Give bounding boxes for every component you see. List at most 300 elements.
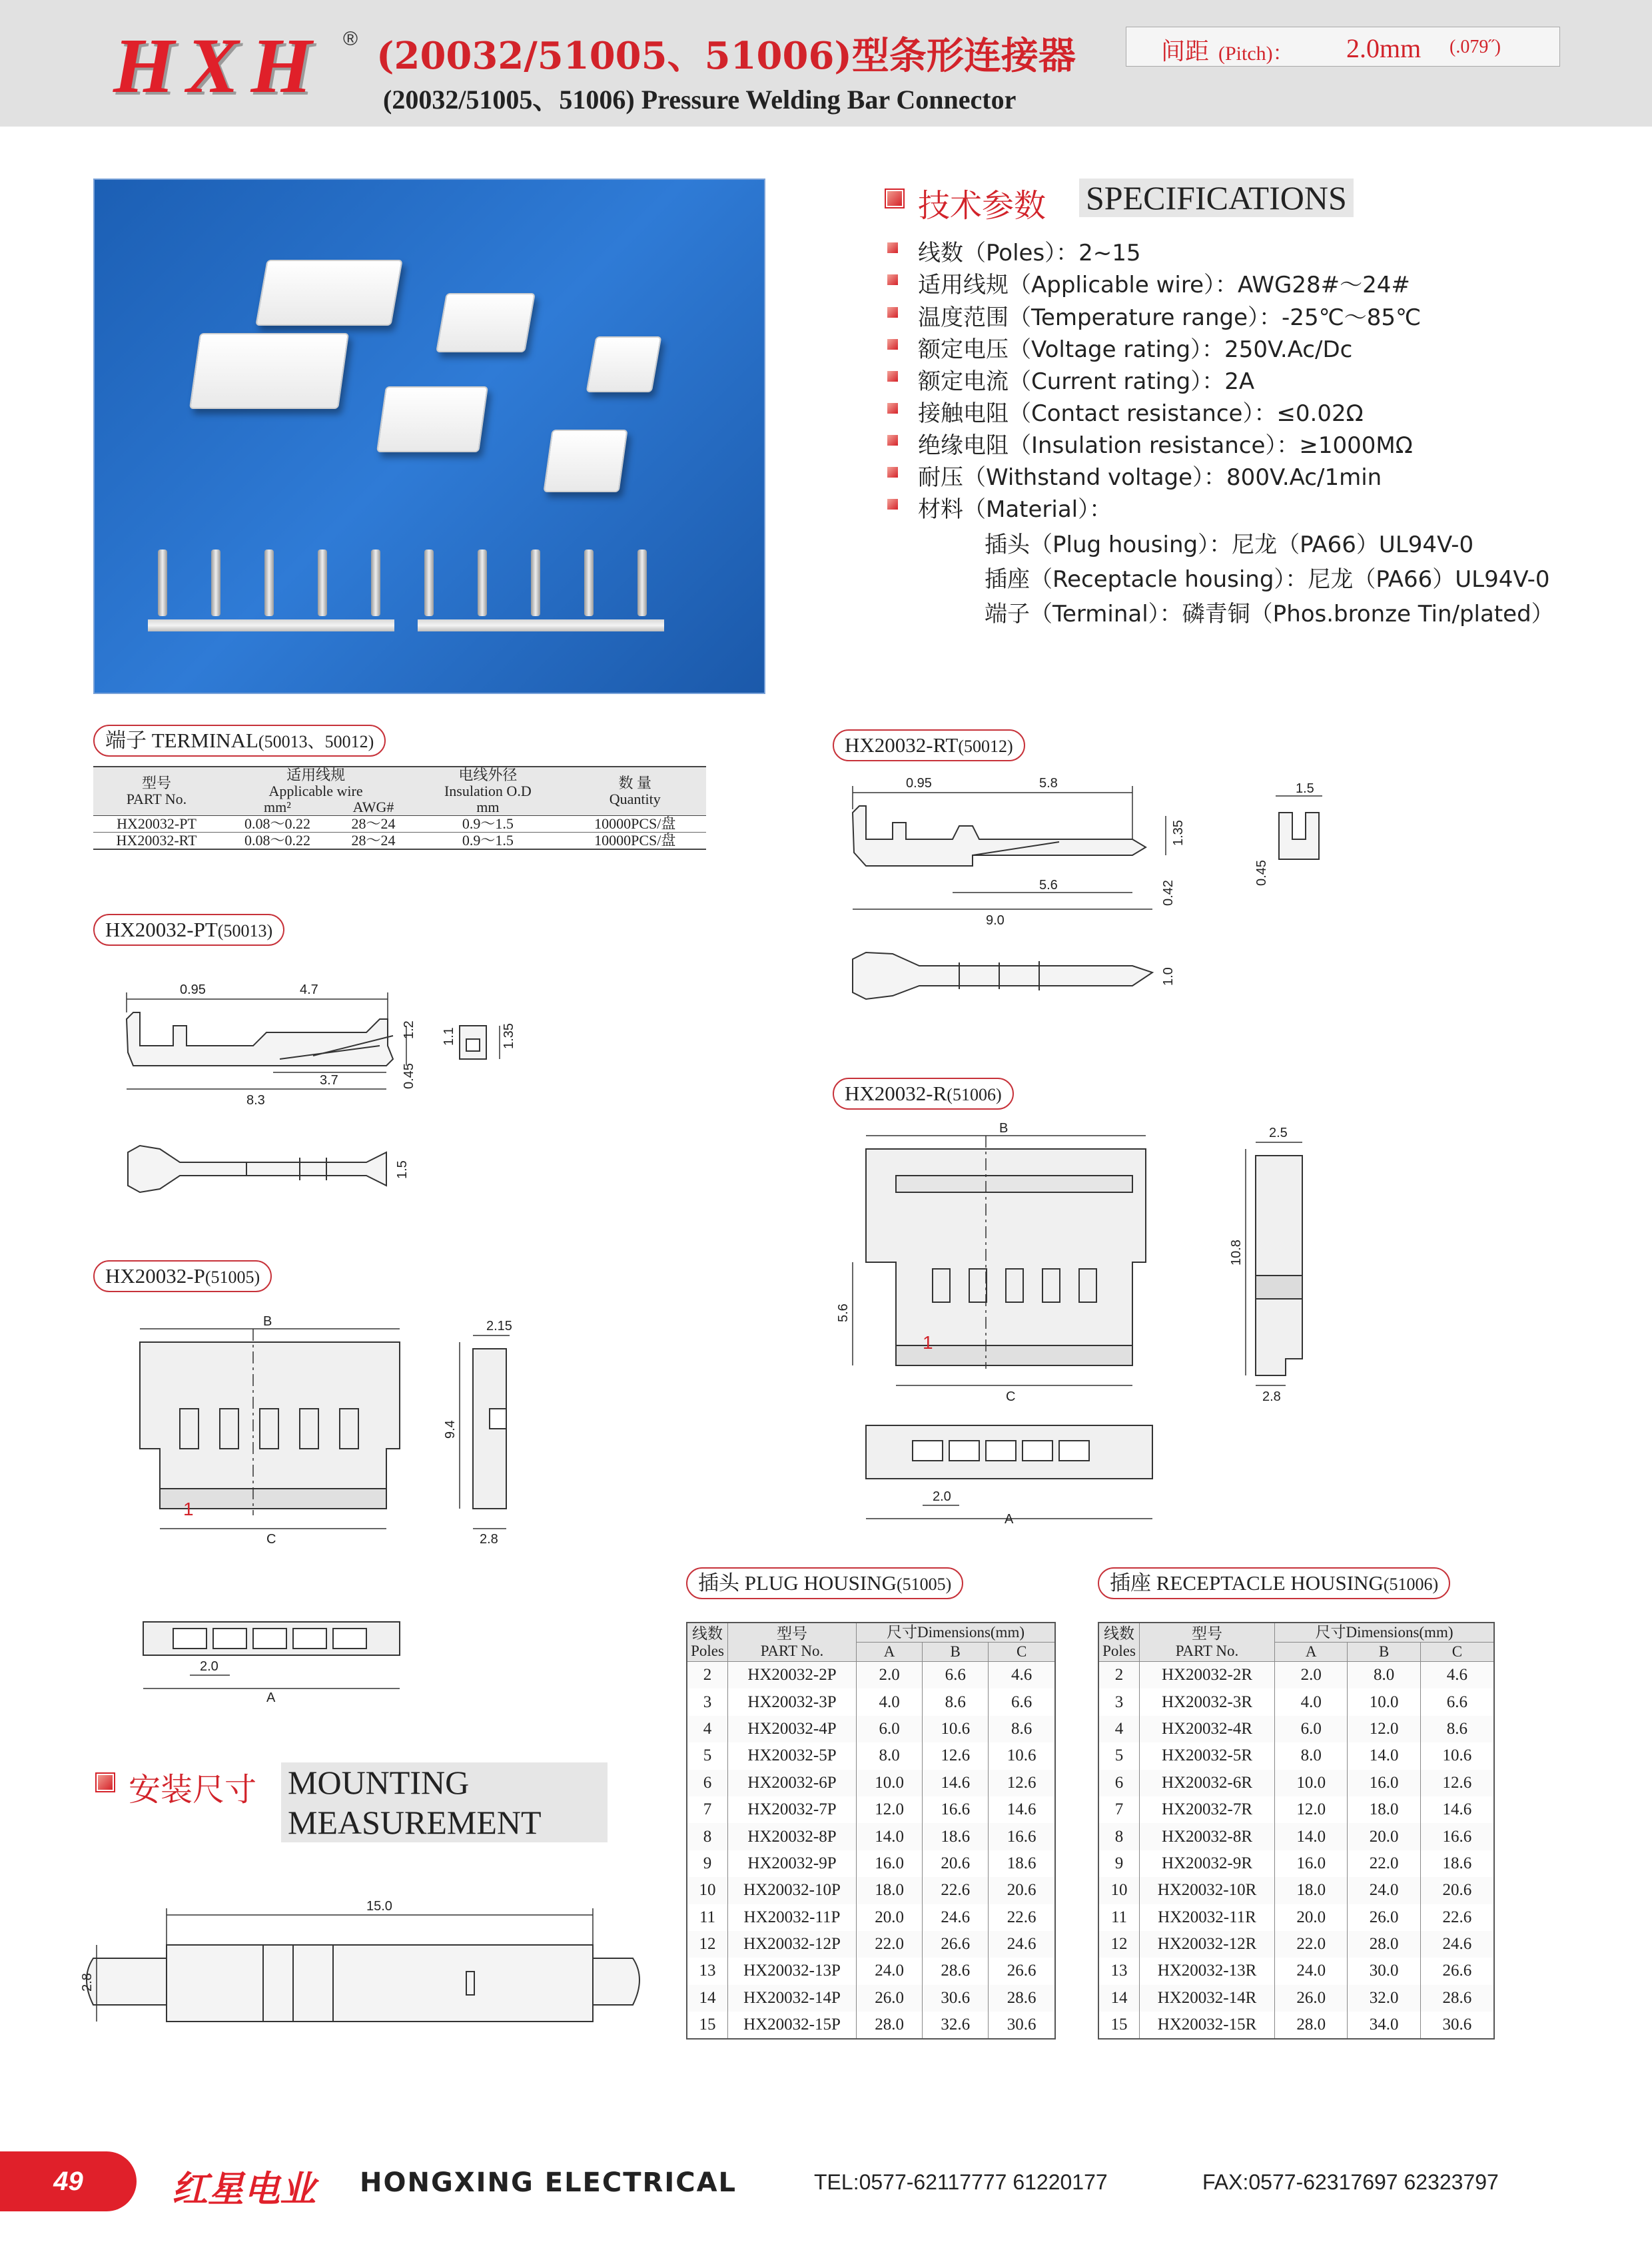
cell: 22.0 — [1348, 1850, 1420, 1877]
table-row — [1098, 1796, 1494, 1823]
receptacle-table-label — [1098, 1567, 1450, 1599]
p-pin1-mark: 1 — [183, 1499, 194, 1519]
rt-label-sub: (50012) — [958, 737, 1013, 756]
cell: HX20032-7P — [728, 1796, 857, 1823]
pt-dim-47: 4.7 — [300, 982, 318, 997]
cell: HX20032-14R — [1140, 1985, 1275, 2012]
r-dim-c: C — [1006, 1389, 1016, 1404]
cell: 28.0 — [1348, 1931, 1420, 1958]
cell: 18.6 — [923, 1823, 989, 1850]
th-b: B — [923, 1643, 989, 1662]
cell: HX20032-PT — [117, 815, 197, 832]
cell: 28～24 — [351, 815, 396, 832]
title-english: (20032/51005、51006) Pressure Welding Bar Connector — [383, 85, 1017, 115]
terminal-carrier-strip — [418, 619, 664, 631]
cell: 22.0 — [857, 1931, 923, 1958]
terminal-photo — [371, 550, 380, 616]
table-row — [1098, 1985, 1494, 2012]
th-dim-cn: 尺寸 — [1315, 1624, 1346, 1641]
cell: 7 — [687, 1796, 728, 1823]
cell: 10 — [1098, 1877, 1140, 1904]
cell: 16.0 — [1275, 1850, 1348, 1877]
cell: 24.6 — [1420, 1931, 1494, 1958]
cell: 11 — [687, 1904, 728, 1931]
cell: 14.0 — [1275, 1823, 1348, 1850]
cell: HX20032-7R — [1140, 1796, 1275, 1823]
cell: HX20032-5R — [1140, 1742, 1275, 1769]
cell: HX20032-15R — [1140, 2012, 1275, 2039]
table-row — [687, 1877, 1055, 1904]
table-row — [687, 1985, 1055, 2012]
table-row — [1098, 1877, 1494, 1904]
cell: 4.0 — [857, 1688, 923, 1715]
p-dim-215: 2.15 — [486, 1319, 512, 1333]
rt-dim-58: 5.8 — [1039, 776, 1058, 791]
cell: 15 — [1098, 2012, 1140, 2039]
plug-table-label — [686, 1567, 963, 1599]
th-qty-en: Quantity — [609, 791, 661, 807]
table-row — [687, 1688, 1055, 1715]
pitch-inch: (.079˝) — [1449, 37, 1501, 57]
cell: 10.6 — [1420, 1742, 1494, 1769]
th-awg: AWG# — [352, 799, 394, 815]
table-row — [1098, 1688, 1494, 1715]
rt-dim-135: 1.35 — [1171, 820, 1186, 846]
bullet-icon — [887, 371, 898, 382]
mounting-drawing — [73, 1885, 659, 2045]
rt-dim-095: 0.95 — [906, 776, 932, 791]
p-dim-94: 9.4 — [443, 1420, 458, 1439]
cell: 3 — [1098, 1688, 1140, 1715]
bullet-icon — [887, 274, 898, 285]
terminal-photo — [478, 550, 487, 616]
cell: 4 — [1098, 1716, 1140, 1742]
cell: HX20032-4R — [1140, 1716, 1275, 1742]
cell: 20.6 — [923, 1850, 989, 1877]
th-a: A — [857, 1643, 923, 1662]
cell: 6.0 — [1275, 1716, 1348, 1742]
mounting-heading-en — [281, 1762, 608, 1842]
cell: 12.6 — [1420, 1770, 1494, 1796]
pt-label — [93, 914, 284, 946]
th-dim-en: Dimensions(mm) — [917, 1624, 1025, 1641]
pt-label-sub: (50013) — [217, 921, 273, 940]
housing-photo — [376, 386, 488, 452]
p-dim-c: C — [266, 1532, 276, 1547]
pt-dim-11: 1.1 — [442, 1027, 456, 1046]
th-dim-en: Dimensions(mm) — [1346, 1624, 1453, 1641]
terminal-photo — [264, 550, 274, 616]
cell: 8.0 — [1348, 1662, 1420, 1689]
pitch-box — [1126, 27, 1560, 67]
p-dim-28: 2.8 — [480, 1532, 498, 1547]
cell: 24.0 — [1348, 1877, 1420, 1904]
cell: 7 — [1098, 1796, 1140, 1823]
cell: HX20032-15P — [728, 2012, 857, 2039]
cell: HX20032-11R — [1140, 1904, 1275, 1931]
cell: 26.6 — [1420, 1958, 1494, 1984]
spec-withstand-voltage: 耐压（Withstand voltage）：800V.Ac/1min — [918, 464, 1382, 491]
cell: HX20032-10R — [1140, 1877, 1275, 1904]
table-row — [687, 1904, 1055, 1931]
terminal-carrier-strip — [148, 619, 394, 631]
cell: 8.6 — [989, 1716, 1055, 1742]
table-row — [687, 2012, 1055, 2039]
pt-dim-37: 3.7 — [320, 1073, 338, 1088]
cell: 26.0 — [1275, 1985, 1348, 2012]
terminal-photo — [531, 550, 540, 616]
table-row — [1098, 1823, 1494, 1850]
cell: 28.6 — [1420, 1985, 1494, 2012]
th-od-en: Insulation O.D — [444, 783, 532, 799]
pitch-label-en: (Pitch)： — [1218, 43, 1293, 65]
cell: HX20032-9P — [728, 1850, 857, 1877]
cell: 22.6 — [923, 1877, 989, 1904]
pitch-value: 2.0mm — [1346, 33, 1422, 63]
cell: 4.6 — [989, 1662, 1055, 1689]
table-row — [687, 1716, 1055, 1742]
cell: HX20032-5P — [728, 1742, 857, 1769]
spec-current: 额定电流（Current rating）：2A — [918, 368, 1255, 395]
th-a: A — [1275, 1643, 1348, 1662]
specs-heading-en: SPECIFICATIONS — [1079, 179, 1354, 217]
bullet-square-icon — [886, 190, 903, 207]
table-row — [1098, 1904, 1494, 1931]
page-number: 49 — [0, 2151, 137, 2211]
th-mm: mm — [476, 799, 500, 815]
rt-label-text: HX20032-RT — [845, 733, 959, 757]
terminal-photo — [211, 550, 220, 616]
cell: 26.6 — [989, 1958, 1055, 1984]
cell: 30.0 — [1348, 1958, 1420, 1984]
th-poles-en: Poles — [1102, 1642, 1136, 1659]
table-row — [687, 1742, 1055, 1769]
cell: 8 — [687, 1823, 728, 1850]
receptacle-label-sub: (51006) — [1383, 1575, 1439, 1594]
footer-fax: FAX:0577-62317697 62323797 — [1202, 2170, 1499, 2194]
cell: 14.0 — [1348, 1742, 1420, 1769]
cell: 10.6 — [989, 1742, 1055, 1769]
terminal-photo — [637, 550, 647, 616]
th-qty-cn: 数 量 — [618, 775, 651, 791]
footer-tel: TEL:0577-62117777 61220177 — [814, 2170, 1108, 2194]
r-dim-108: 10.8 — [1229, 1240, 1244, 1266]
housing-photo — [189, 333, 349, 409]
cell: 10.0 — [857, 1770, 923, 1796]
rt-dim-042: 0.42 — [1161, 880, 1176, 906]
mount-dim-150: 15.0 — [366, 1899, 392, 1914]
pt-dim-045: 0.45 — [402, 1063, 416, 1089]
th-poles-en: Poles — [691, 1642, 724, 1659]
cell: HX20032-12P — [728, 1931, 857, 1958]
company-name-cn: 红星电业 — [172, 2168, 316, 2210]
cell: 28.6 — [923, 1958, 989, 1984]
cell: 18.0 — [857, 1877, 923, 1904]
housing-photo — [543, 430, 627, 492]
bullet-icon — [887, 339, 898, 350]
bullet-icon — [887, 467, 898, 478]
cell: 26.0 — [1348, 1904, 1420, 1931]
cell: 10000PCS/盘 — [594, 832, 676, 849]
cell: 12.6 — [923, 1742, 989, 1769]
cell: 15 — [687, 2012, 728, 2039]
cell: 6 — [1098, 1770, 1140, 1796]
cell: 16.6 — [923, 1796, 989, 1823]
table-row — [687, 1662, 1055, 1689]
cell: 6.6 — [1420, 1688, 1494, 1715]
terminal-label-sub: (50013、50012) — [258, 732, 374, 751]
cell: 18.6 — [1420, 1850, 1494, 1877]
p-dim-a: A — [266, 1690, 276, 1702]
table-row — [1098, 1770, 1494, 1796]
spec-contact-resistance: 接触电阻（Contact resistance）：≤0.02Ω — [918, 400, 1364, 427]
cell: HX20032-8P — [728, 1823, 857, 1850]
title-chinese: (20032/51005、51006)型条形连接器 — [376, 34, 1076, 78]
cell: 8 — [1098, 1823, 1140, 1850]
cell: HX20032-6R — [1140, 1770, 1275, 1796]
cell: HX20032-12R — [1140, 1931, 1275, 1958]
bullet-square-icon — [97, 1774, 114, 1791]
th-part-en: PART No. — [126, 791, 187, 807]
cell: 22.6 — [1420, 1904, 1494, 1931]
cell: 14 — [687, 1985, 728, 2012]
cell: 16.0 — [1348, 1770, 1420, 1796]
cell: HX20032-11P — [728, 1904, 857, 1931]
th-dim-cn: 尺寸 — [887, 1624, 917, 1641]
cell: 4 — [687, 1716, 728, 1742]
cell: HX20032-2R — [1140, 1662, 1275, 1689]
cell: 3 — [687, 1688, 728, 1715]
cell: 18.6 — [989, 1850, 1055, 1877]
cell: 4.6 — [1420, 1662, 1494, 1689]
th-poles-cn: 线数 — [1104, 1625, 1134, 1642]
cell: 20.6 — [1420, 1877, 1494, 1904]
cell: 28.0 — [857, 2012, 923, 2039]
th-wire-en: Applicable wire — [268, 783, 363, 799]
cell: HX20032-13P — [728, 1958, 857, 1984]
table-row — [687, 1823, 1055, 1850]
receptacle-label-text: 插座 RECEPTACLE HOUSING — [1110, 1571, 1384, 1595]
cell: 14.0 — [857, 1823, 923, 1850]
cell: 34.0 — [1348, 2012, 1420, 2039]
cell: 20.6 — [989, 1877, 1055, 1904]
cell: 8.0 — [1275, 1742, 1348, 1769]
cell: 8.6 — [1420, 1716, 1494, 1742]
housing-photo — [436, 293, 536, 352]
spec-poles: 线数（Poles）：2~15 — [918, 240, 1141, 266]
table-row — [93, 833, 706, 850]
r-receptacle-drawing — [833, 1122, 1366, 1535]
cell: 18.0 — [1348, 1796, 1420, 1823]
th-wire-cn: 适用线规 — [286, 767, 346, 783]
bullet-icon — [887, 499, 898, 510]
rt-dim-15: 1.5 — [1296, 781, 1314, 796]
pt-dim-135: 1.35 — [502, 1023, 516, 1049]
rt-dim-56: 5.6 — [1039, 878, 1058, 893]
mounting-heading-line2: MEASUREMENT — [288, 1804, 542, 1841]
th-part-en: PART No. — [760, 1642, 824, 1659]
cell: 14.6 — [1420, 1796, 1494, 1823]
cell: HX20032-2P — [728, 1662, 857, 1689]
cell: 2.0 — [857, 1662, 923, 1689]
table-row — [1098, 1958, 1494, 1984]
table-row — [1098, 1716, 1494, 1742]
r-dim-56: 5.6 — [836, 1304, 851, 1322]
p-label-sub: (51005) — [205, 1268, 260, 1287]
pt-dim-095: 0.95 — [180, 982, 206, 997]
cell: 6.6 — [989, 1688, 1055, 1715]
rt-dim-045: 0.45 — [1254, 860, 1269, 886]
spec-voltage: 额定电压（Voltage rating）：250V.Ac/Dc — [918, 336, 1353, 363]
th-part-en: PART No. — [1175, 1642, 1239, 1659]
cell: HX20032-10P — [728, 1877, 857, 1904]
cell: 12 — [687, 1931, 728, 1958]
rt-label — [833, 729, 1025, 761]
cell: 30.6 — [989, 2012, 1055, 2039]
cell: 12 — [1098, 1931, 1140, 1958]
cell: 20.0 — [1275, 1904, 1348, 1931]
table-row — [687, 1770, 1055, 1796]
th-mm2: mm² — [264, 799, 291, 815]
cell: 8.6 — [923, 1688, 989, 1715]
cell: 24.6 — [923, 1904, 989, 1931]
terminal-photo — [318, 550, 327, 616]
bullet-icon — [887, 403, 898, 414]
cell: 28.6 — [989, 1985, 1055, 2012]
plug-label-text: 插头 PLUG HOUSING — [698, 1571, 897, 1595]
cell: 30.6 — [1420, 2012, 1494, 2039]
cell: 10000PCS/盘 — [594, 815, 676, 832]
spec-temperature: 温度范围（Temperature range）：-25℃～85℃ — [918, 304, 1422, 331]
cell: HX20032-6P — [728, 1770, 857, 1796]
table-row — [1098, 2012, 1494, 2039]
cell: 28.0 — [1275, 2012, 1348, 2039]
terminal-label — [93, 725, 386, 757]
pt-dim-12: 1.2 — [402, 1020, 416, 1039]
cell: 20.0 — [857, 1904, 923, 1931]
table-row — [687, 1850, 1055, 1877]
mounting-heading-line1: MOUNTING — [288, 1764, 470, 1801]
cell: HX20032-3P — [728, 1688, 857, 1715]
r-label-text: HX20032-R — [845, 1082, 947, 1105]
p-label — [93, 1260, 272, 1292]
table-row — [1098, 1662, 1494, 1689]
cell: 16.6 — [1420, 1823, 1494, 1850]
cell: 5 — [687, 1742, 728, 1769]
cell: 12.0 — [1348, 1716, 1420, 1742]
cell: 26.6 — [923, 1931, 989, 1958]
rt-dim-90: 9.0 — [986, 913, 1005, 928]
cell: HX20032-RT — [116, 832, 197, 849]
pt-label-text: HX20032-PT — [105, 918, 218, 941]
cell: 13 — [1098, 1958, 1140, 1984]
mounting-heading-cn: 安装尺寸 — [129, 1771, 257, 1808]
plug-label-sub: (51005) — [896, 1575, 952, 1594]
terminal-label-text: 端子 TERMINAL — [105, 729, 258, 752]
cell: 12.0 — [1275, 1796, 1348, 1823]
cell: HX20032-14P — [728, 1985, 857, 2012]
cell: HX20032-4P — [728, 1716, 857, 1742]
r-dim-b: B — [999, 1122, 1009, 1136]
cell: 2.0 — [1275, 1662, 1348, 1689]
th-c: C — [989, 1643, 1055, 1662]
r-label — [833, 1078, 1014, 1110]
bullet-icon — [887, 242, 898, 253]
spec-applicable-wire: 适用线规（Applicable wire）：AWG28#～24# — [918, 272, 1410, 298]
cell: 26.0 — [857, 1985, 923, 2012]
table-row — [1098, 1850, 1494, 1877]
rt-dim-10: 1.0 — [1161, 967, 1176, 986]
table-row — [93, 816, 706, 833]
cell: 0.9～1.5 — [462, 832, 514, 849]
housing-photo — [255, 260, 402, 326]
p-dim-20: 2.0 — [200, 1659, 218, 1674]
housing-photo — [586, 336, 662, 392]
p-label-text: HX20032-P — [105, 1264, 205, 1288]
cell: HX20032-3R — [1140, 1688, 1275, 1715]
material-receptacle: 插座（Receptacle housing）：尼龙（PA66）UL94V-0 — [985, 566, 1550, 593]
cell: 32.6 — [923, 2012, 989, 2039]
cell: 14.6 — [923, 1770, 989, 1796]
spec-insulation-resistance: 绝缘电阻（Insulation resistance）：≥1000MΩ — [918, 432, 1413, 459]
cell: 12.0 — [857, 1796, 923, 1823]
terminal-photo — [158, 550, 167, 616]
cell: 6 — [687, 1770, 728, 1796]
terminal-photo — [584, 550, 594, 616]
th-poles-cn: 线数 — [692, 1625, 723, 1642]
cell: 9 — [1098, 1850, 1140, 1877]
th-b: B — [1348, 1643, 1420, 1662]
terminal-photo — [424, 550, 434, 616]
cell: 10.0 — [1275, 1770, 1348, 1796]
bullet-icon — [887, 307, 898, 318]
cell: 24.6 — [989, 1931, 1055, 1958]
table-row — [687, 1796, 1055, 1823]
cell: 22.0 — [1275, 1931, 1348, 1958]
cell: 20.0 — [1348, 1823, 1420, 1850]
p-dim-b: B — [263, 1315, 272, 1329]
cell: 12.6 — [989, 1770, 1055, 1796]
cell: 6.6 — [923, 1662, 989, 1689]
cell: 0.08～0.22 — [244, 832, 310, 849]
bullet-icon — [887, 435, 898, 446]
cell: 10.0 — [1348, 1688, 1420, 1715]
table-row — [687, 1958, 1055, 1984]
material-plug: 插头（Plug housing）：尼龙（PA66）UL94V-0 — [985, 532, 1474, 558]
specs-heading-cn: 技术参数 — [918, 187, 1046, 224]
cell: HX20032-8R — [1140, 1823, 1275, 1850]
registered-mark: ® — [343, 28, 358, 50]
cell: 10 — [687, 1877, 728, 1904]
pt-terminal-drawing — [113, 972, 620, 1226]
cell: 18.0 — [1275, 1877, 1348, 1904]
th-part-cn: 型号 — [141, 775, 171, 791]
p-plug-drawing — [127, 1315, 606, 1702]
cell: 14 — [1098, 1985, 1140, 2012]
pt-dim-15: 1.5 — [395, 1160, 410, 1179]
cell: 28～24 — [351, 832, 396, 849]
cell: HX20032-13R — [1140, 1958, 1275, 1984]
th-c: C — [1420, 1643, 1494, 1662]
product-photo — [93, 179, 765, 694]
cell: 16.0 — [857, 1850, 923, 1877]
cell: 14.6 — [989, 1796, 1055, 1823]
r-dim-25: 2.5 — [1269, 1126, 1288, 1140]
table-row — [687, 1931, 1055, 1958]
plug-housing-table — [686, 1622, 1056, 2040]
pt-dim-83: 8.3 — [246, 1093, 265, 1108]
company-name-en: HONGXING ELECTRICAL — [360, 2167, 737, 2198]
